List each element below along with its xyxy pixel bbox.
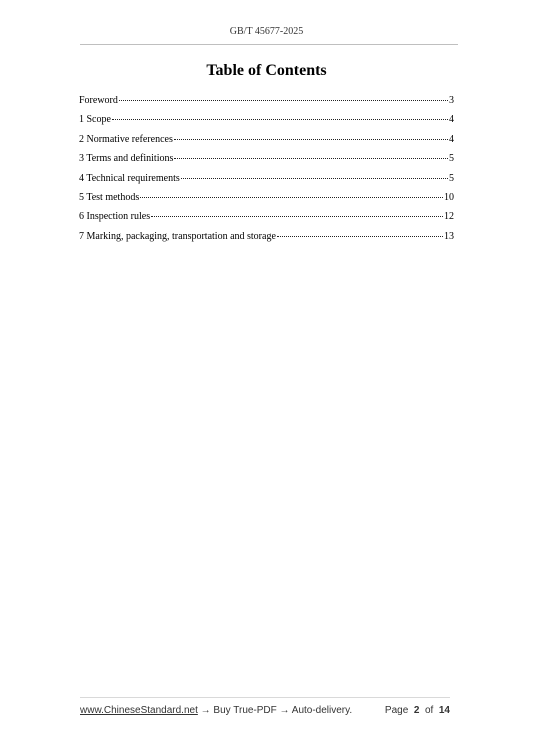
toc-entry-page: 5 bbox=[449, 172, 454, 184]
footer-promo bbox=[80, 704, 352, 718]
toc-entry-label: Foreword bbox=[79, 95, 118, 106]
toc-entry-test-methods[interactable] bbox=[79, 188, 454, 207]
toc-entry-normative-references[interactable] bbox=[79, 130, 454, 149]
toc-entry-inspection-rules[interactable] bbox=[79, 207, 454, 226]
toc-list bbox=[79, 91, 454, 246]
toc-dot-leader bbox=[112, 118, 448, 120]
toc-entry-label: 1 Scope bbox=[79, 114, 111, 126]
toc-entry-label: 5 Test methods bbox=[79, 191, 140, 203]
toc-entry-label: 4 Technical requirements bbox=[79, 172, 180, 184]
document-header-code: GB/T 45677-2025 bbox=[229, 26, 304, 37]
toc-entry-technical-requirements[interactable] bbox=[79, 169, 454, 188]
toc-entry-page: 4 bbox=[449, 114, 454, 126]
toc-dot-leader bbox=[174, 157, 448, 159]
toc-entry-page: 4 bbox=[449, 133, 454, 145]
toc-entry-page: 10 bbox=[444, 191, 454, 203]
toc-entry-foreword[interactable] bbox=[79, 91, 454, 110]
toc-entry-label: 6 Inspection rules bbox=[79, 211, 151, 223]
toc-entry-page: 5 bbox=[449, 153, 454, 165]
toc-entry-marking-packaging[interactable] bbox=[79, 227, 454, 246]
page-word: Page bbox=[384, 705, 409, 716]
toc-dot-leader bbox=[151, 215, 443, 217]
footer-divider bbox=[80, 697, 450, 698]
toc-dot-leader bbox=[119, 99, 448, 101]
page-footer bbox=[80, 704, 450, 718]
footer-promo-text: → Buy True-PDF → Auto-delivery. bbox=[197, 705, 353, 716]
page-total: 14 bbox=[438, 705, 450, 716]
site-link[interactable]: www.ChineseStandard.net bbox=[80, 705, 198, 716]
page-of: of bbox=[424, 705, 434, 716]
toc-entry-label: 7 Marking, packaging, transportation and storage bbox=[79, 230, 276, 242]
toc-dot-leader bbox=[181, 177, 448, 179]
page-indicator bbox=[385, 704, 450, 718]
page-current: 2 bbox=[413, 705, 420, 716]
toc-entry-page: 3 bbox=[449, 95, 454, 106]
header-divider bbox=[80, 44, 458, 45]
toc-entry-terms-and-definitions[interactable] bbox=[79, 149, 454, 168]
toc-entry-page: 12 bbox=[444, 211, 454, 223]
toc-entry-scope[interactable] bbox=[79, 110, 454, 129]
toc-dot-leader bbox=[174, 138, 448, 140]
toc-entry-label: 3 Terms and definitions bbox=[79, 153, 174, 165]
toc-title: Table of Contents bbox=[206, 62, 327, 79]
toc-entry-page: 13 bbox=[444, 230, 454, 242]
toc-entry-label: 2 Normative references bbox=[79, 133, 173, 145]
toc-dot-leader bbox=[140, 196, 443, 198]
toc-dot-leader bbox=[277, 235, 443, 237]
